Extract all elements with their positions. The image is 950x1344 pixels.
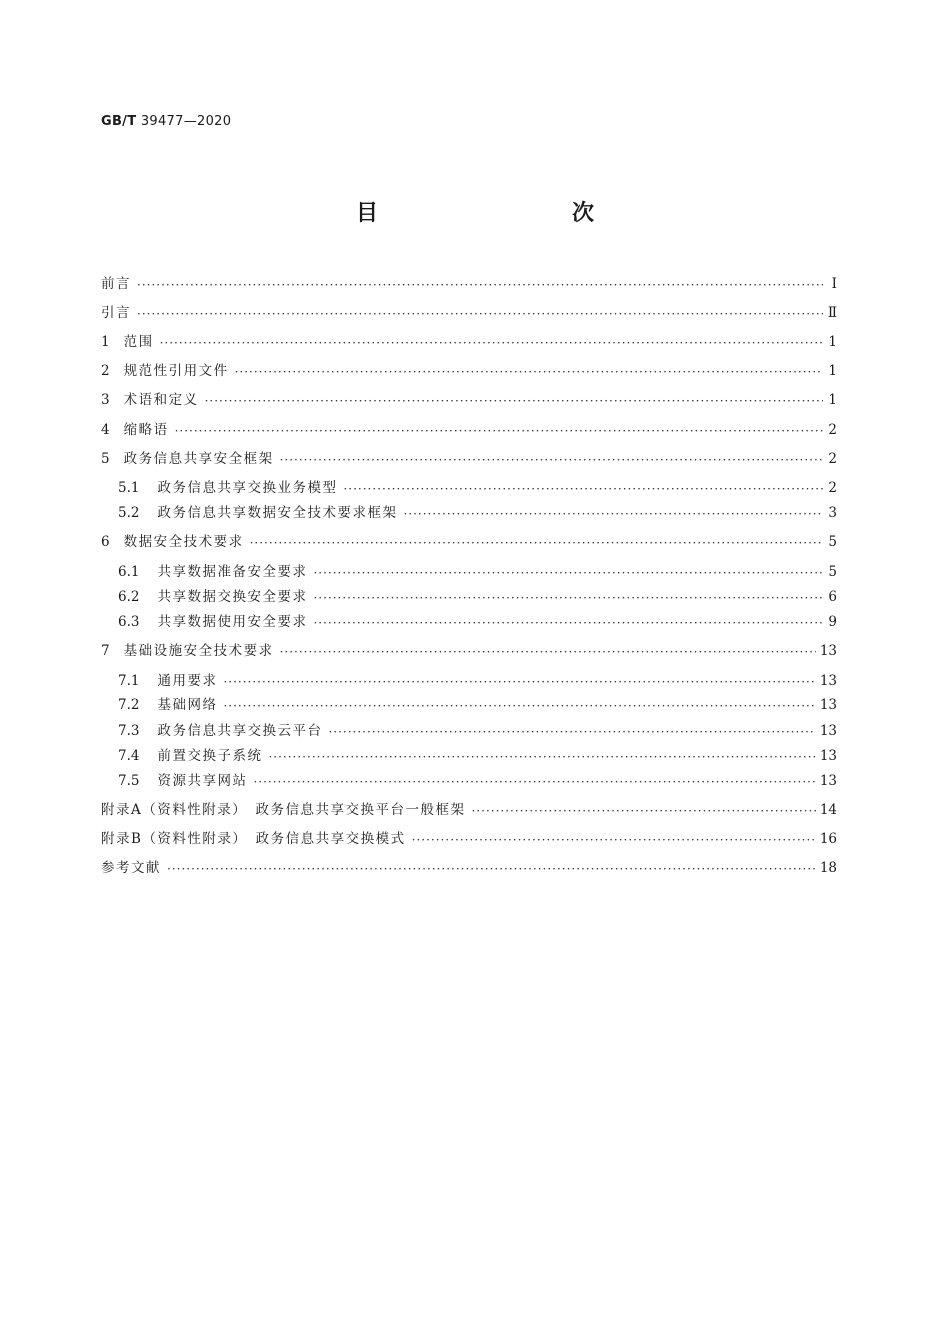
document-code xyxy=(101,114,231,129)
toc-entry-number: 4 xyxy=(101,422,110,438)
toc-entry-page: 13 xyxy=(819,748,837,764)
toc-entry[interactable] xyxy=(101,612,837,632)
toc-entry-label: 附录A（资料性附录） 政务信息共享交换平台一般框架 xyxy=(101,802,466,818)
toc-entry[interactable] xyxy=(101,800,837,820)
toc-entry-label: 政务信息共享交换业务模型 xyxy=(157,480,338,496)
toc-entry[interactable] xyxy=(101,829,837,849)
toc-entry-page: 9 xyxy=(828,614,837,630)
toc-entry-label: 政务信息共享安全框架 xyxy=(123,451,274,467)
toc-entry[interactable] xyxy=(101,390,837,410)
standard-number: 39477—2020 xyxy=(140,114,232,129)
toc-entry-number: 5 xyxy=(101,451,110,467)
toc-entry-number: 7.1 xyxy=(118,673,140,689)
toc-entry-page: 5 xyxy=(828,534,837,550)
toc-entry[interactable] xyxy=(101,858,837,878)
toc-entry-label: 基础设施安全技术要求 xyxy=(123,643,274,659)
toc-leader-dots xyxy=(313,587,823,607)
toc-entry-number: 2 xyxy=(101,363,110,379)
toc-leader-dots xyxy=(280,449,823,469)
toc-leader-dots xyxy=(205,390,823,410)
toc-entry-label: 缩略语 xyxy=(123,422,169,438)
toc-leader-dots xyxy=(328,721,815,741)
toc-entry-label: 术语和定义 xyxy=(123,392,199,408)
toc-entry[interactable] xyxy=(101,671,837,691)
toc-entry[interactable] xyxy=(101,641,837,661)
toc-leader-dots xyxy=(403,503,823,523)
toc-entry-label: 基础网络 xyxy=(157,697,218,713)
toc-entry-label: 共享数据使用安全要求 xyxy=(157,614,308,630)
toc-entry-page: 5 xyxy=(828,564,837,580)
toc-leader-dots xyxy=(160,332,823,352)
toc-entry-page: 2 xyxy=(828,480,837,496)
toc-entry-label: 参考文献 xyxy=(101,860,161,876)
toc-entry-number: 5.2 xyxy=(118,505,140,521)
standard-prefix: GB/T xyxy=(101,114,137,129)
toc-entry-page: 18 xyxy=(819,860,837,876)
toc-entry-page: 14 xyxy=(819,802,837,818)
toc-entry-label: 规范性引用文件 xyxy=(123,363,229,379)
toc-entry[interactable] xyxy=(101,695,837,715)
toc-entry[interactable] xyxy=(101,361,837,381)
toc-leader-dots xyxy=(253,771,815,791)
page-title: 目 次 xyxy=(355,201,644,226)
toc-leader-dots xyxy=(343,478,823,498)
toc-entry-number: 7.5 xyxy=(118,773,140,789)
toc-entry-page: Ⅱ xyxy=(827,305,837,321)
toc-entry-page: 13 xyxy=(819,643,837,659)
toc-entry[interactable] xyxy=(101,420,837,440)
toc-leader-dots xyxy=(313,562,823,582)
toc-leader-dots xyxy=(223,695,815,715)
toc-entry-page: Ⅰ xyxy=(831,276,837,292)
toc-entry-label: 资源共享网站 xyxy=(157,773,248,789)
toc-entry[interactable] xyxy=(101,587,837,607)
toc-leader-dots xyxy=(268,746,815,766)
toc-leader-dots xyxy=(250,532,823,552)
toc-entry-number: 6.1 xyxy=(118,564,140,580)
toc-entry-label: 共享数据准备安全要求 xyxy=(157,564,308,580)
toc-entry-page: 1 xyxy=(828,392,837,408)
toc-entry-label: 附录B（资料性附录） 政务信息共享交换模式 xyxy=(101,831,406,847)
toc-entry-page: 13 xyxy=(819,723,837,739)
toc-entry-label: 前置交换子系统 xyxy=(157,748,263,764)
toc-entry-page: 13 xyxy=(819,773,837,789)
toc-entry[interactable] xyxy=(101,721,837,741)
toc-leader-dots xyxy=(223,671,815,691)
toc-leader-dots xyxy=(137,274,823,294)
toc-entry-label: 通用要求 xyxy=(157,673,218,689)
toc-entry-number: 5.1 xyxy=(118,480,140,496)
toc-entry-number: 6.3 xyxy=(118,614,140,630)
toc-leader-dots xyxy=(137,303,823,323)
toc-entry-number: 6.2 xyxy=(118,589,140,605)
toc-entry-page: 16 xyxy=(819,831,837,847)
toc-entry[interactable] xyxy=(101,478,837,498)
toc-entry[interactable] xyxy=(101,303,837,323)
toc-entry-label: 前言 xyxy=(101,276,131,292)
toc-entry-number: 7 xyxy=(101,643,110,659)
toc-entry-label: 引言 xyxy=(101,305,131,321)
toc-entry[interactable] xyxy=(101,274,837,294)
toc-entry-number: 7.3 xyxy=(118,723,140,739)
toc-entry-label: 数据安全技术要求 xyxy=(123,534,244,550)
toc-entry[interactable] xyxy=(101,746,837,766)
toc-entry-page: 1 xyxy=(828,363,837,379)
toc-entry-label: 政务信息共享数据安全技术要求框架 xyxy=(157,505,398,521)
toc-entry[interactable] xyxy=(101,503,837,523)
toc-entry-page: 2 xyxy=(828,451,837,467)
toc-entry-number: 7.2 xyxy=(118,697,140,713)
toc-entry-label: 政务信息共享交换云平台 xyxy=(157,723,323,739)
toc-entry-page: 13 xyxy=(819,697,837,713)
toc-entry-page: 6 xyxy=(828,589,837,605)
toc-leader-dots xyxy=(472,800,816,820)
toc-leader-dots xyxy=(412,829,816,849)
toc-leader-dots xyxy=(175,420,823,440)
toc-leader-dots xyxy=(235,361,823,381)
toc-entry[interactable] xyxy=(101,771,837,791)
toc-leader-dots xyxy=(313,612,823,632)
toc-entry-page: 3 xyxy=(828,505,837,521)
toc-entry-label: 共享数据交换安全要求 xyxy=(157,589,308,605)
toc-entry-page: 2 xyxy=(828,422,837,438)
toc-entry-number: 1 xyxy=(101,334,110,350)
toc-leader-dots xyxy=(167,858,816,878)
toc-entry-number: 3 xyxy=(101,392,110,408)
toc-entry-page: 13 xyxy=(819,673,837,689)
toc-entry-label: 范围 xyxy=(123,334,154,350)
toc-leader-dots xyxy=(280,641,816,661)
toc-entry-page: 1 xyxy=(828,334,837,350)
toc-entry[interactable] xyxy=(101,449,837,469)
toc-entry-number: 6 xyxy=(101,534,110,550)
toc-entry[interactable] xyxy=(101,532,837,552)
toc-entry[interactable] xyxy=(101,332,837,352)
toc-entry-number: 7.4 xyxy=(118,748,140,764)
toc-entry[interactable] xyxy=(101,562,837,582)
